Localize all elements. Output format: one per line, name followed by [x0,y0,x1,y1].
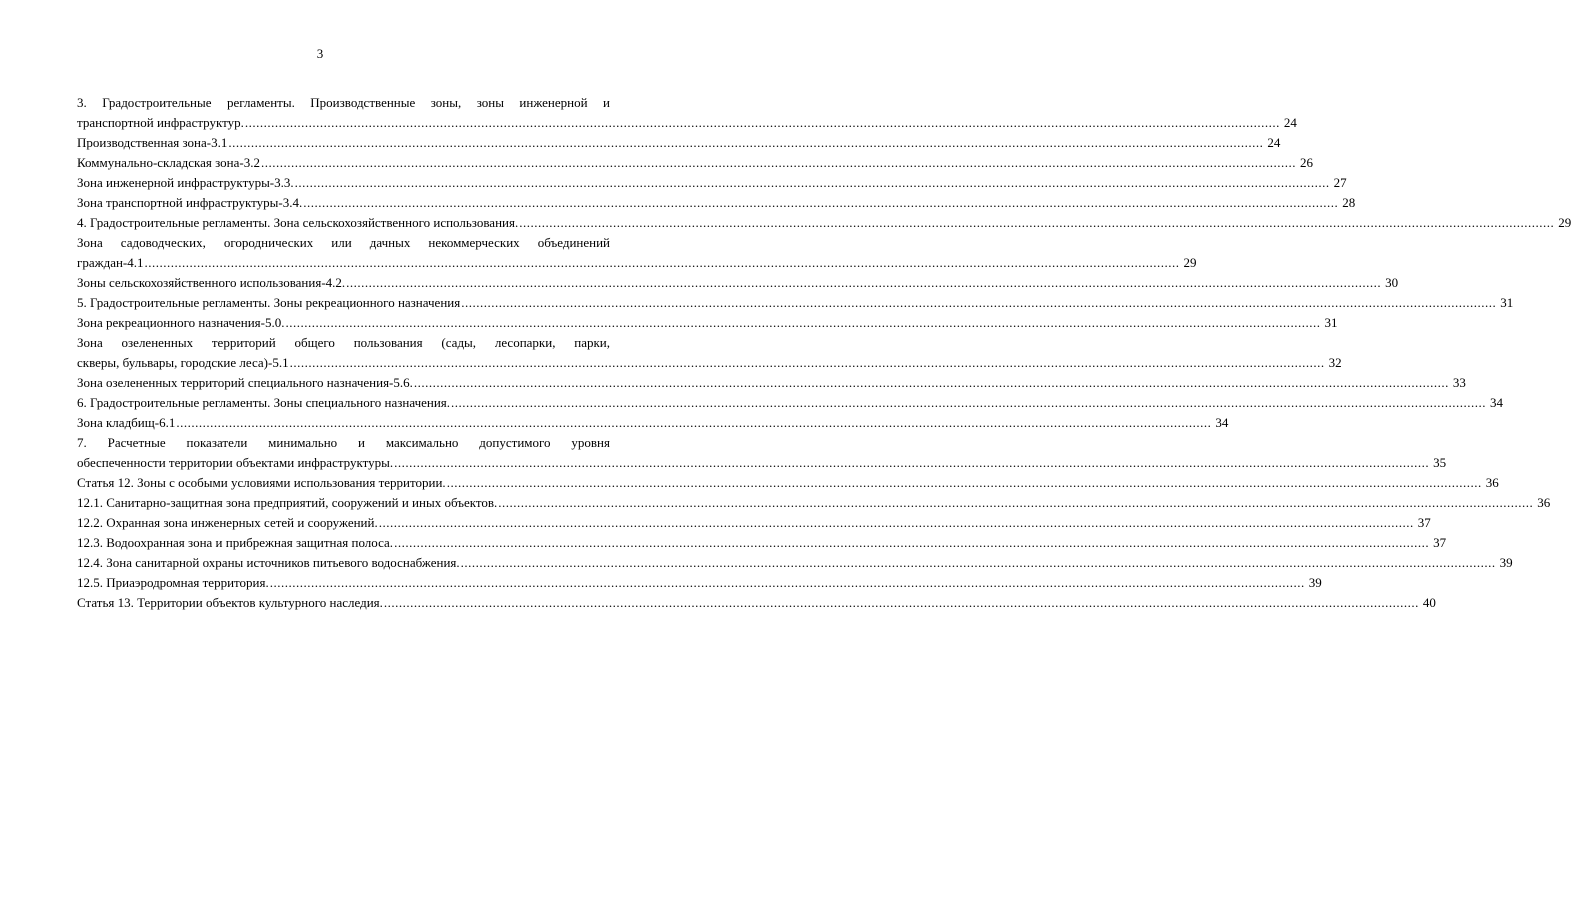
toc-entry-title: Статья 13. Территории объектов культурного наследия. [77,595,383,610]
toc-entry-lead: 7. Расчетные показатели минимально и максимально допустимого уровня [77,435,610,450]
toc-entry-page: 34 [1490,395,1504,410]
toc-entry-title: скверы, бульвары, городские леса)-5.1 [77,355,289,370]
toc-entry-title: Производственная зона-3.1 [77,135,228,150]
toc-entry-title: 12.4. Зона санитарной охраны источников питьевого водоснабжения. [77,555,460,570]
toc-entry-page: 39 [1499,555,1513,570]
dot-leader [414,373,1449,393]
toc-entry[interactable] [77,393,1504,413]
toc-entry-page: 32 [1328,355,1342,370]
dot-leader [261,153,1296,173]
page-number: 3 [316,46,324,61]
toc-entry-page: 31 [1500,295,1514,310]
toc-entry[interactable] [77,133,1281,153]
toc-entry-title: обеспеченности территории объектами инфраструктуры. [77,455,394,470]
toc-entry-line [77,113,1297,133]
dot-leader [461,293,1496,313]
toc-entry[interactable] [77,213,1571,233]
dot-leader [447,473,1482,493]
toc-entry[interactable] [77,233,1197,273]
dot-leader [461,553,1496,573]
toc-entry-page: 35 [1433,455,1447,470]
toc-entry-title: транспортной инфраструктур. [77,115,244,130]
toc-entry-title: 6. Градостроительные регламенты. Зоны специального назначения. [77,395,451,410]
toc-entry[interactable] [77,413,1229,433]
toc-entry-line [77,533,1447,553]
toc-entry[interactable] [77,313,1338,333]
toc-entry[interactable] [77,593,1436,613]
dot-leader [228,133,1263,153]
dot-leader [451,393,1486,413]
toc-entry-title: Зона рекреационного назначения-5.0. [77,315,285,330]
toc-entry-page: 27 [1333,175,1347,190]
toc-entry[interactable] [77,173,1347,193]
toc-entry-title: 12.1. Санитарно-защитная зона предприятий, сооружений и иных объектов. [77,495,498,510]
toc-entry[interactable] [77,293,1514,313]
toc-entry-line [77,493,1551,513]
toc-entry-line [77,513,1431,533]
toc-entry[interactable] [77,473,1499,493]
toc-entry-line [77,353,1342,373]
toc-entry-title: Зона транспортной инфраструктуры-3.4. [77,195,303,210]
toc-entry-lead: Зона садоводческих, огороднических или дачных некоммерческих объединений [77,235,610,250]
toc-entry-title: Зона инженерной инфраструктуры-3.3. [77,175,294,190]
toc-entry-page: 36 [1485,475,1499,490]
toc-entry-page: 26 [1299,155,1313,170]
dot-leader [285,313,1320,333]
toc-entry-title: Статья 12. Зоны с особыми условиями использования территории. [77,475,446,490]
toc-entry-line [77,393,1504,413]
toc-entry-line [77,153,1313,173]
toc-entry-page: 30 [1385,275,1399,290]
toc-entry-line [77,373,1466,393]
toc-entry[interactable] [77,153,1313,173]
toc-entry[interactable] [77,513,1431,533]
toc-entry-title: 12.3. Водоохранная зона и прибрежная защитная полоса. [77,535,394,550]
dot-leader [498,493,1533,513]
toc-entry-page: 37 [1417,515,1431,530]
toc-entry[interactable] [77,553,1513,573]
dot-leader [295,173,1330,193]
toc-entry-line [77,593,1436,613]
table-of-contents [77,93,1571,613]
toc-entry-page: 40 [1422,595,1436,610]
toc-entry[interactable] [77,93,1297,133]
toc-entry-page: 33 [1452,375,1466,390]
toc-entry-page: 31 [1324,315,1338,330]
dot-leader [303,193,1338,213]
toc-entry-line [77,313,1338,333]
toc-entry-line [77,213,1571,233]
toc-entry[interactable] [77,573,1322,593]
dot-leader [145,253,1180,273]
toc-entry-line [77,173,1347,193]
toc-entry-line [77,193,1356,213]
toc-entry-title: 12.2. Охранная зона инженерных сетей и сооружений. [77,515,378,530]
toc-entry[interactable] [77,273,1399,293]
toc-entry[interactable] [77,533,1447,553]
toc-entry-line [77,413,1229,433]
toc-entry-title: 12.5. Приаэродромная территория. [77,575,269,590]
dot-leader [519,213,1554,233]
toc-entry-page: 29 [1183,255,1197,270]
toc-entry-line [77,453,1447,473]
dot-leader [346,273,1381,293]
dot-leader [245,113,1280,133]
toc-entry-lead: Зона озелененных территорий общего пользования (сады, лесопарки, парки, [77,335,610,350]
toc-entry-title: граждан-4.1 [77,255,144,270]
toc-entry-page: 37 [1433,535,1447,550]
toc-entry[interactable] [77,193,1356,213]
toc-entry-line [77,553,1513,573]
toc-entry-lead: 3. Градостроительные регламенты. Производственные зоны, зоны инженерной и [77,95,610,110]
toc-entry-line [77,573,1322,593]
dot-leader [290,353,1325,373]
toc-entry-title: Зона кладбищ-6.1 [77,415,176,430]
toc-entry-line [77,253,1197,273]
toc-entry-line [77,273,1399,293]
toc-entry[interactable] [77,333,1342,373]
toc-entry-line [77,473,1499,493]
dot-leader [394,533,1429,553]
toc-entry[interactable] [77,493,1551,513]
dot-leader [176,413,1211,433]
toc-entry-page: 29 [1558,215,1571,230]
toc-entry-line [77,133,1281,153]
toc-entry-page: 39 [1308,575,1322,590]
toc-entry[interactable] [77,373,1466,393]
toc-entry-title: 5. Градостроительные регламенты. Зоны рекреационного назначения [77,295,461,310]
toc-entry-page: 28 [1342,195,1356,210]
toc-entry[interactable] [77,433,1447,473]
dot-leader [394,453,1429,473]
dot-leader [379,513,1414,533]
dot-leader [270,573,1305,593]
toc-entry-title: Зона озелененных территорий специального назначения-5.6. [77,375,413,390]
toc-entry-page: 36 [1537,495,1551,510]
dot-leader [384,593,1419,613]
toc-entry-title: 4. Градостроительные регламенты. Зона сельскохозяйственного использования. [77,215,519,230]
toc-entry-title: Зоны сельскохозяйственного использования-4.2. [77,275,346,290]
toc-entry-line [77,293,1514,313]
toc-entry-title: Коммунально-складская зона-3.2 [77,155,260,170]
toc-entry-page: 24 [1283,115,1297,130]
toc-entry-page: 24 [1267,135,1281,150]
toc-entry-page: 34 [1215,415,1229,430]
